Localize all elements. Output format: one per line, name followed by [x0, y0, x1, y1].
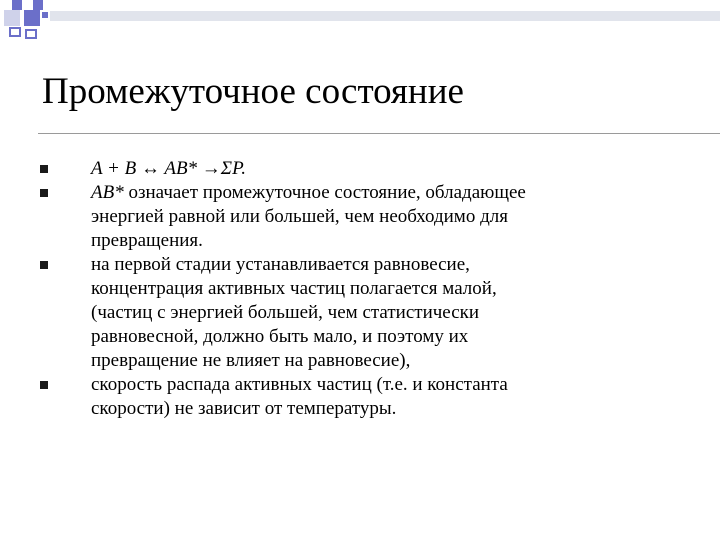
square-bullet-icon [40, 261, 48, 269]
header-decoration [0, 0, 720, 40]
list-item [40, 181, 680, 253]
square-bullet-icon [40, 381, 48, 389]
item-body: означает промежуточное состояние, обладающее энергией равной или большей, чем необходимо для превращения. [91, 182, 526, 251]
square-bullet-icon [40, 189, 48, 197]
item-text: на первой стадии устанавливается равновесие, концентрация активных частиц полагается малой, (частиц с энергией большей, чем статистически равновесной, должно быть мало, и поэтому их превращение не влияет на равновесие), [91, 254, 497, 371]
intermediate-term: AB* [91, 182, 124, 203]
item-text [91, 181, 680, 253]
reaction-formula: A + B ↔ AB* →ΣP. [91, 158, 247, 179]
title-divider [38, 133, 720, 134]
item-text: скорость распада активных частиц (т.е. и константа скорости) не зависит от температуры. [91, 374, 508, 419]
list-item [40, 157, 680, 181]
list-item [40, 373, 680, 421]
square-bullet-icon [40, 165, 48, 173]
bullet-list [40, 157, 680, 421]
slide-title: Промежуточное состояние [42, 71, 464, 112]
list-item [40, 253, 680, 373]
